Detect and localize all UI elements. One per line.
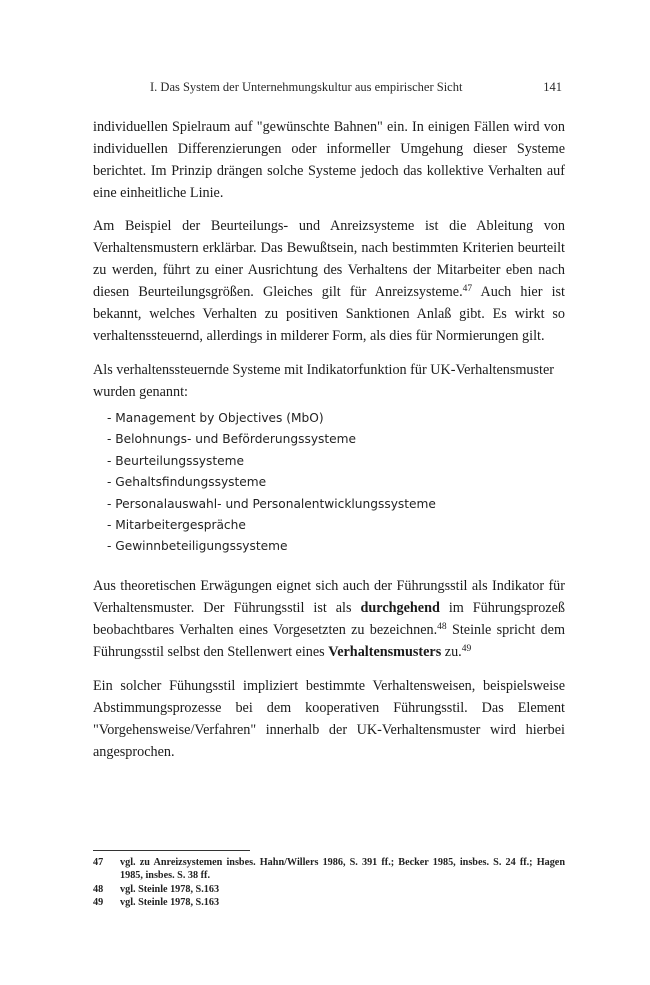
list-item: - Beurteilungssysteme <box>107 453 245 468</box>
footnote-48 <box>93 883 565 896</box>
paragraph-5: Ein solcher Fühungsstil impliziert bestimmte Verhaltensweisen, beispielsweise Abstimmungsprozesse bei dem kooperativen Führungsstil. Das Element "Vorgehensweise/Verfahren" innerhalb der UK-Verhaltensmuster wird hierbei angesprochen. <box>93 677 565 760</box>
paragraph-1: individuellen Spielraum auf "gewünschte Bahnen" ein. In einigen Fällen wird von individuellen Differenzierungen oder informeller Umgehung dieser Systeme berichtet. Im Prinzip drängen solche Systeme jedoch das kollektive Verhalten auf eine einheitliche Linie. <box>93 119 565 201</box>
paragraph-2-text-b: Auch hier ist bekannt, welches Verhalten zu positiven Sanktionen Anlaß gibt. Es wirkt so verhaltenssteuernd, allerdings in milderer Form, als dies für Normierungen gilt. <box>93 284 565 344</box>
systems-list <box>107 408 565 558</box>
paragraph-4-text-a: Aus theoretischen Erwägungen eignet sich auch der Führungsstil als Indikator für Verhaltensmuster. Der Führungsstil ist als <box>93 577 565 616</box>
paragraph-4-text-c: Steinle spricht dem Führungsstil selbst den Stellenwert eines <box>93 621 565 660</box>
footnote-47 <box>93 856 565 883</box>
paragraph-4-text-d: zu. <box>441 643 462 660</box>
page-number: 141 <box>543 80 562 94</box>
paragraph-4 <box>93 575 565 663</box>
footnote-text: vgl. zu Anreizsystemen insbes. Hahn/Willers 1986, S. 391 ff.; Becker 1985, insbes. S. 24 ff.; Hagen 1985, insbes. S. 38 ff. <box>120 857 565 882</box>
footnote-separator <box>93 850 250 851</box>
list-item: - Belohnungs- und Beförderungssysteme <box>107 432 357 447</box>
footnotes <box>93 856 565 910</box>
footnote-text: vgl. Steinle 1978, S.163 <box>120 897 220 909</box>
list-item: - Mitarbeitergespräche <box>107 518 246 533</box>
footnote-number: 47 <box>93 857 104 868</box>
paragraph-4-text-b: im Führungsprozeß beobachtbares Verhalten eines Vorgesetzten zu bezeichnen. <box>93 599 565 638</box>
list-item: - Management by Objectives (MbO) <box>107 411 324 425</box>
footnote-ref-47[interactable]: 47 <box>462 284 473 294</box>
running-header <box>150 80 562 98</box>
list-item: - Personalauswahl- und Personalentwicklungssysteme <box>107 496 436 511</box>
emphasis-durchgehend: durchgehend <box>360 599 440 616</box>
emphasis-verhaltensmusters: Verhaltensmusters <box>328 643 442 660</box>
list-item: - Gehaltsfindungssysteme <box>107 475 267 490</box>
list-item: - Gewinnbeteiligungssysteme <box>107 539 288 554</box>
footnote-text: vgl. Steinle 1978, S.163 <box>120 883 220 895</box>
paragraph-2-text-a: Am Beispiel der Beurteilungs- und Anreizsysteme ist die Ableitung von Verhaltensmustern erklärbar. Das Bewußtsein, nach bestimmten Kriterien beurteilt zu werden, führt zu einer Ausrichtung des Verhaltens der Mitarbeiter eben nach diesen Beurteilungsgrößen. Gleiches gilt für Anreizsysteme. <box>93 218 565 300</box>
paragraph-2 <box>93 215 565 347</box>
footnote-ref-49[interactable]: 49 <box>461 643 472 654</box>
running-title: I. Das System der Unternehmungskultur aus empirischer Sicht <box>150 80 463 94</box>
paragraph-3: Als verhaltenssteuernde Systeme mit Indikatorfunktion für UK-Verhaltensmuster wurden genannt: <box>93 362 554 400</box>
footnote-number: 49 <box>93 897 104 909</box>
footnote-49 <box>93 896 565 909</box>
footnote-ref-48[interactable]: 48 <box>437 621 447 632</box>
footnote-number: 48 <box>93 883 104 895</box>
body-text <box>93 116 565 774</box>
